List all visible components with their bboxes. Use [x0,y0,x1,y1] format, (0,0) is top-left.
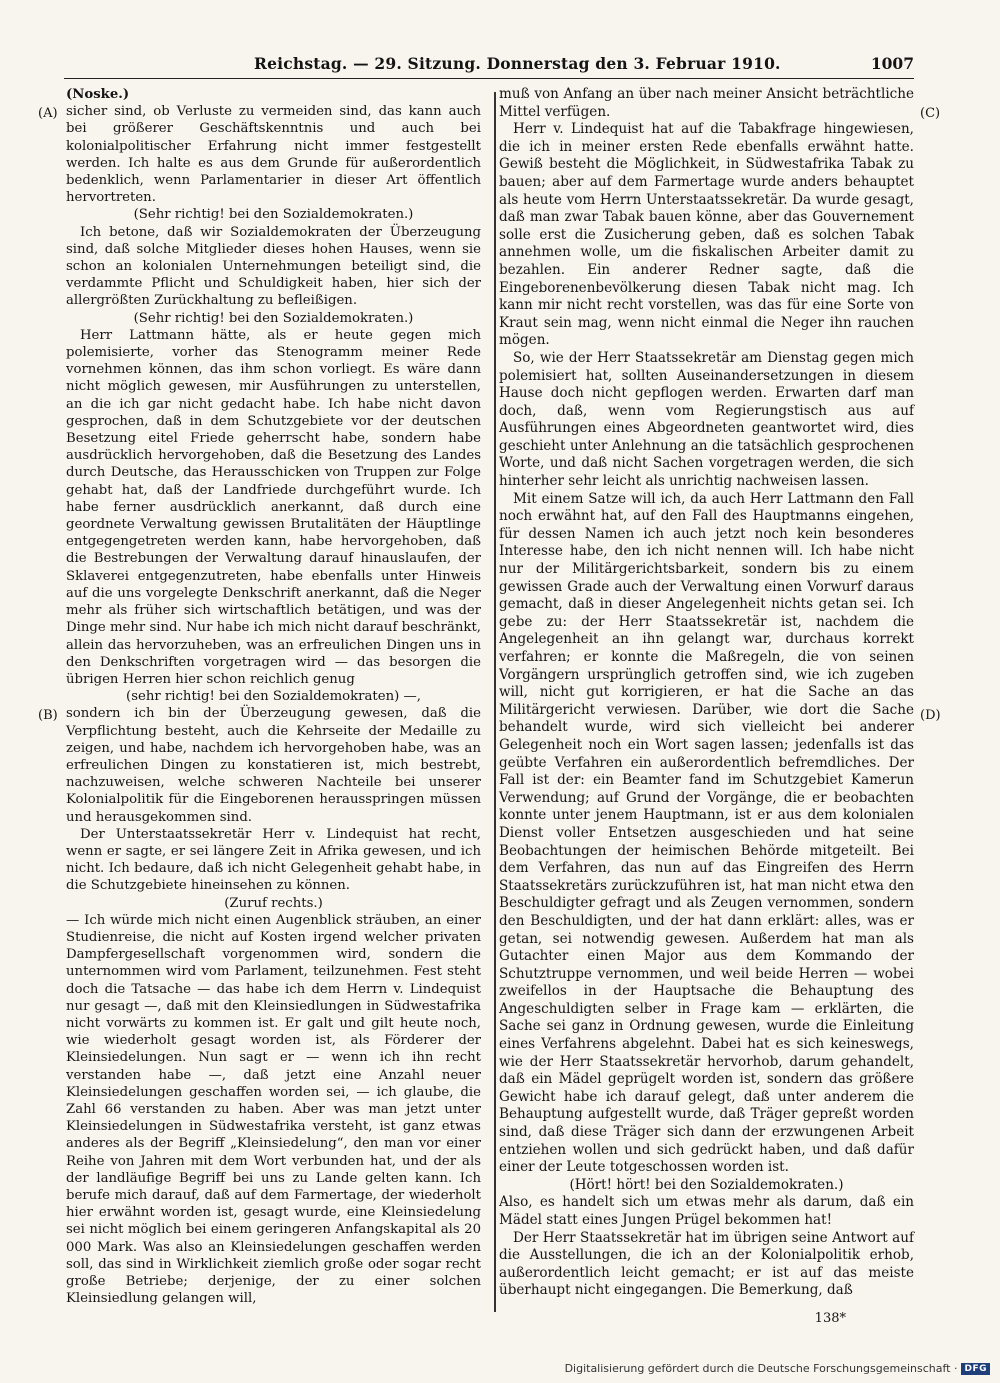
paragraph: Ich betone, daß wir Sozialdemokraten der Überzeugung sind, daß solche Mitglieder dieses hohen Hauses, wenn sie schon an kolonialen Unternehmungen beteiligt sind, die verdammte Pflicht und Schuldigkeit haben, hier sich der allergrößten Zurückhaltung zu befleißigen. [66,224,481,309]
speaker-name: (Noske.) [66,87,130,102]
column-divider [494,92,496,1312]
interjection: (Sehr richtig! bei den Sozialdemokraten.) [133,310,414,326]
margin-marker-b: (B) [38,708,58,723]
paragraph: Mit einem Satze will ich, da auch Herr Lattmann den Fall noch erwähnt hat, auf den Fall des Hauptmanns eingehen, für dessen Namen ich auch jetzt noch kein besonderes Interesse habe, den ich nicht nennen will. Ich habe nicht nur der Militärgerichtsbarkeit, sondern bis zu einem gewissen Grade auch der Verwaltung einen Vorwurf daraus gemacht, daß in dieser Angelegenheit nichts getan sei. Ich gebe zu: der Herr Staatssekretär ist, nachdem die Angelegenheit an ihn gelangt war, durchaus korrekt verfahren; er konnte die Maßregeln, die von seinen Vorgängern ursprünglich getroffen sind, wie ich zugeben will, nicht gut korrigieren, er hat die Sache an das Militärgericht verwiesen. Darüber, wie dort die Sache behandelt wurde, wird sich vielleicht bei anderer Gelegenheit noch ein Wort sagen lassen; jedenfalls ist das geübte Verfahren ein außerordentlich befremdliches. Der Fall ist der: ein Beamter fand im Schutzgebiet Kamerun Verwendung; auf Grund der Vorgänge, die er beobachten konnte unter jenem Hauptmann, ist er aus dem kolonialen Dienst voller Entsetzen ausgeschieden und hat seine Beobachtungen der heimischen Behörde mitgeteilt. Bei dem Verfahren, das nun auf das Eingreifen des Herrn Staatssekretärs zurückzuführen ist, hat man nicht etwa den Beschuldigter gefragt und als Zeugen vernommen, sondern den Beschuldigten, und der hat dann erklärt: alles, was er getan, sei notwendig gewesen. Außerdem hat man als Gutachter einen Major aus dem Kommando der Schutztruppe vernommen, und weil beide Herren — wobei zweifellos in der Hauptsache die Behauptung des Angeschuldigten selber in Frage kam — erklärten, die Sache sei ganz in Ordnung gewesen, wurde die Einleitung eines Verfahrens abgelehnt. Dabei hat es sich keineswegs, wie der Herr Staatssekretär hervorhob, darum gehandelt, daß ein Mädel geprügelt worden ist, sondern das größere Gewicht habe ich darauf gelegt, daß unter anderem die Behauptung aufgestellt wurde, daß Träger gepreßt worden sind, daß diese Träger sich dann der erzwungenen Arbeit entziehen wollen und sich gedrückt haben, und daß dafür einer der Leute totgeschossen worden ist. [499,490,914,1176]
sheet-signature: 138* [814,1311,846,1326]
paragraph: Also, es handelt sich um etwas mehr als darum, daß ein Mädel statt eines Jungen Prügel bekommen hat! [499,1194,914,1228]
paragraph: Der Unterstaatssekretär Herr v. Lindequist hat recht, wenn er sagte, er sei längere Zeit in Afrika gewesen, und ich nicht. Ich bedaure, daß ich nicht Gelegenheit gehabt habe, in die Schutzgebiete hineinsehen zu können. [66,826,481,894]
footer-text: Digitalisierung gefördert durch die Deutsche Forschungsgemeinschaft · [564,1362,958,1375]
left-column [66,86,481,1307]
paragraph: sondern ich bin der Überzeugung gewesen, daß die Verpflichtung besteht, auch die Kehrseite der Medaille zu zeigen, und habe, nachdem ich hervorgehoben habe, was an erfreulichen Dingen zu konstatieren ist, mich bestrebt, nachzuweisen, welche schweren Nachteile bei unserer Kolonialpolitik für die Eingeborenen herausspringen müssen und herausgekommen sind. [66,706,481,825]
paragraph: Herr v. Lindequist hat auf die Tabakfrage hingewiesen, die ich in meiner ersten Rede ebenfalls erwähnt hatte. Gewiß besteht die Möglichkeit, in Südwestafrika Tabak zu bauen; aber auf dem Farmertage wurde anders behauptet als heute vom Herrn Unterstaatssekretär. Da wurde gesagt, daß man zwar Tabak bauen könne, aber das Gouvernement solle erst die Zusicherung geben, daß es solchen Tabak annehmen wolle, um die fiskalischen Arbeiter damit zu bezahlen. Ein anderer Redner sagte, daß die Eingeborenenbevölkerung diesen Tabak nicht mag. Ich kann mir nicht recht vorstellen, was das für eine Sorte von Kraut sein mag, wenn nicht einmal die Neger ihn rauchen mögen. [499,121,914,349]
interjection: (Sehr richtig! bei den Sozialdemokraten.) [133,207,414,223]
paragraph: muß von Anfang an über nach meiner Ansicht beträchtliche Mittel verfügen. [499,86,914,120]
header-rule [64,78,914,79]
page-number: 1007 [870,54,914,73]
header-title: Reichstag. — 29. Sitzung. Donnerstag den 3. Februar 1910. [254,54,781,73]
interjection: (Zuruf rechts.) [224,895,323,911]
paragraph: Herr Lattmann hätte, als er heute gegen mich polemisierte, vorher das Stenogramm meiner Rede vornehmen können, das ihm schon vorliegt. Es wäre dann nicht möglich gewesen, mir Ausführungen zu unterstellen, an die ich gar nicht gedacht habe. Ich habe nicht davon gesprochen, daß in dem Schutzgebiete vor der deutschen Besetzung eitel Friede geherrscht habe, sondern habe ausdrücklich hervorgehoben, daß die Besetzung des Landes durch Deutsche, das Herausschicken von Truppen zur Folge gehabt hat, daß der Landfriede durchgeführt wurde. Ich habe ferner ausdrücklich anerkannt, daß durch eine geordnete Verwaltung gewissen Brutalitäten der Häuptlinge entgegengetreten werden kann, habe hervorgehoben, daß die Bestrebungen der Verwaltung darauf hinauslaufen, der Sklaverei entgegenzutreten, habe ebenfalls unter Hinweis auf die uns vorgelegte Denkschrift anerkannt, daß die Neger mehr als früher sich wirtschaftlich betätigen, und was der Dinge mehr sind. Nur habe ich mich nicht darauf beschränkt, allein das hervorzuheben, was an erfreulichen Dingen uns in den Denkschriften vorgetragen wird — das besorgen die übrigen Herren hier schon reichlich genug [66,327,481,687]
interjection: (Hört! hört! bei den Sozialdemokraten.) [569,1176,844,1193]
paragraph: Der Herr Staatssekretär hat im übrigen seine Antwort auf die Ausstellungen, die ich an der Kolonialpolitik erhob, außerordentlich leicht gemacht; er ist auf das meiste überhaupt nicht eingegangen. Die Bemerkung, daß [499,1229,914,1299]
right-column [499,86,914,1300]
dfg-logo: DFG [961,1363,990,1375]
margin-marker-a: (A) [38,106,58,121]
paragraph: So, wie der Herr Staatssekretär am Dienstag gegen mich polemisiert hat, sollten Auseinandersetzungen in diesem Hause doch nicht gepflogen werden. Erwarten darf man doch, daß, wenn vom Regierungstisch aus auf Ausführungen eines Abgeordneten geantwortet wird, dies geschieht unter Anlehnung an die tatsächlich gesprochenen Worte, und daß nicht Sachen vorgetragen werden, die sich hinterher sehr leicht als unrichtig nachweisen lassen. [499,349,914,490]
paragraph: sicher sind, ob Verluste zu vermeiden sind, das kann auch bei größerer Geschäftskenntnis und auch bei kolonialpolitischer Erfahrung nicht immer festgestellt werden. Ich halte es aus dem Grunde für außerordentlich bedenklich, wenn Parlamentarier in dieser Art öffentlich hervortreten. [66,104,481,206]
interjection: (sehr richtig! bei den Sozialdemokraten) —, [126,689,421,705]
footer-credit [565,1362,990,1375]
margin-marker-c: (C) [920,106,941,121]
paragraph: — Ich würde mich nicht einen Augenblick sträuben, an einer Studienreise, die nicht auf Kosten irgend welcher privaten Dampfergesellschaft vorgenommen wird, sondern die unternommen wird vom Parlament, teilzunehmen. Fest steht doch die Tatsache — das habe ich dem Herrn v. Lindequist nur gesagt —, daß mit den Kleinsiedlungen in Südwestafrika nicht vorwärts zu kommen ist. Er galt und gilt heute noch, wie wiederholt gesagt worden ist, als Förderer der Kleinsiedelungen. Nun sagt er — wenn ich ihn recht verstanden habe —, daß jetzt eine Anzahl neuer Kleinsiedelungen geschaffen worden sei, — ich glaube, die Zahl 66 verstanden zu haben. Aber was man jetzt unter Kleinsiedelungen in Südwestafrika versteht, ist ganz etwas anderes als der Begriff „Kleinsiedelung“, den man vor einer Reihe von Jahren mit dem Wort verbunden hat, und der als der landläufige Begriff bei uns zu Lande gelten kann. Ich berufe mich darauf, daß auf dem Farmertage, der wiederholt hier erwähnt worden ist, gesagt wurde, eine Kleinsiedelung sei nicht möglich bei einem geringeren Anfangskapital als 20 000 Mark. Was also an Kleinsiedelungen geschaffen werden soll, das sind in Wirklichkeit ziemlich große oder sogar recht große Betriebe; derjenige, der zu einer solchen Kleinsiedlung gelangen will, [66,912,481,1307]
margin-marker-d: (D) [920,708,941,723]
running-header [64,54,914,76]
